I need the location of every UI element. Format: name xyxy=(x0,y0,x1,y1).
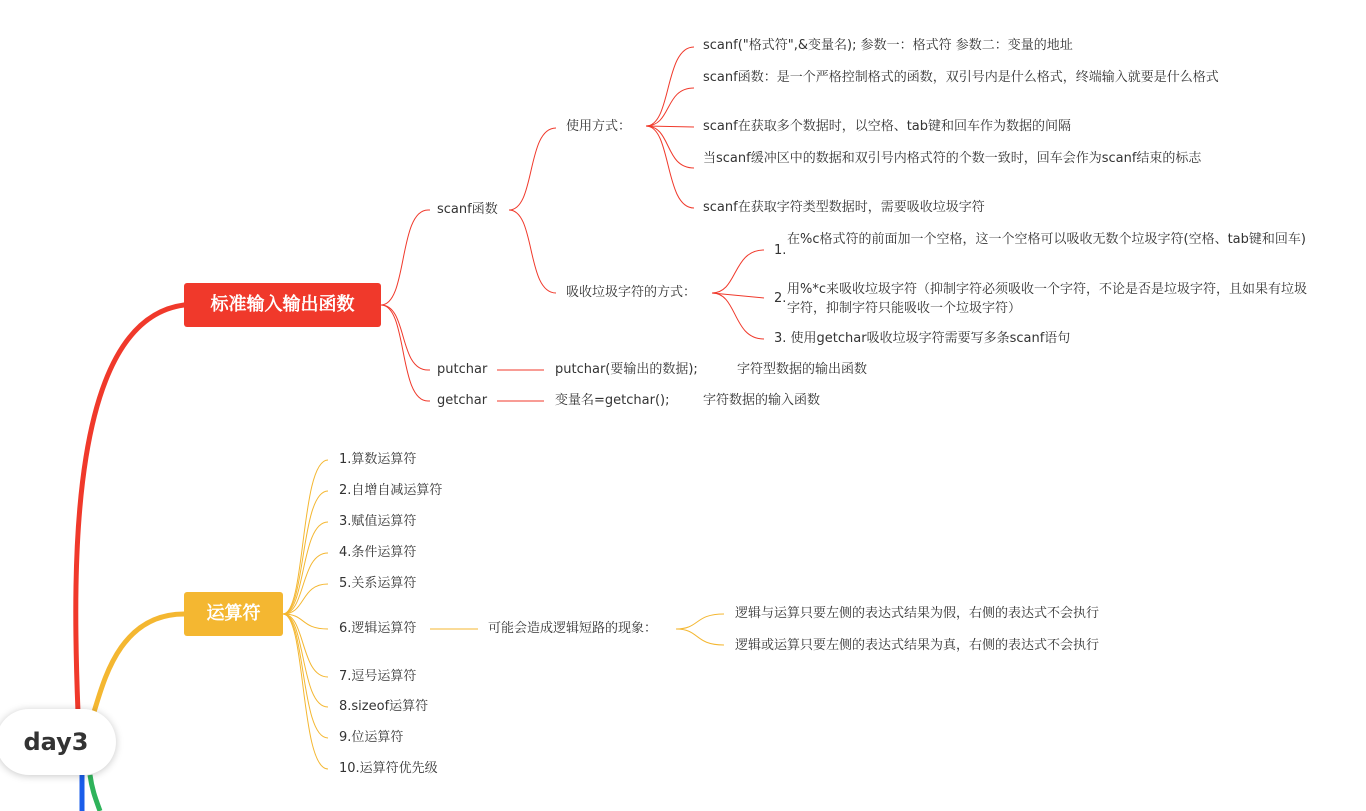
node-scanf-usage[interactable]: 使用方式： xyxy=(566,119,632,134)
node-op-2[interactable]: 2.自增自减运算符 xyxy=(339,483,443,498)
branch-red xyxy=(76,305,184,712)
garbage-item-1-number: 1. xyxy=(774,243,787,258)
node-scanf-usage-2[interactable]: scanf函数：是一个严格控制格式的函数，双引号内是什么格式，终端输入就要是什么格式 xyxy=(703,70,1219,85)
topic-operators[interactable]: 运算符 xyxy=(184,592,283,636)
node-scanf-usage-5[interactable]: scanf在获取字符类型数据时，需要吸收垃圾字符 xyxy=(703,200,985,215)
node-logic-short-circuit[interactable]: 可能会造成逻辑短路的现象： xyxy=(488,621,658,636)
node-scanf-usage-3[interactable]: scanf在获取多个数据时，以空格、tab键和回车作为数据的间隔 xyxy=(703,119,1072,134)
root-node[interactable]: day3 xyxy=(0,709,116,775)
node-op-3[interactable]: 3.赋值运算符 xyxy=(339,514,417,529)
branch-green xyxy=(90,775,100,811)
node-getchar[interactable]: getchar xyxy=(437,393,488,408)
node-putchar-desc[interactable]: 字符型数据的输出函数 xyxy=(737,362,868,377)
node-getchar-usage[interactable]: 变量名=getchar(); xyxy=(555,393,670,408)
node-scanf-usage-4[interactable]: 当scanf缓冲区中的数据和双引号内格式符的个数一致时，回车会作为scanf结束的标志 xyxy=(703,151,1202,166)
node-logic-or[interactable]: 逻辑或运算只要左侧的表达式结果为真，右侧的表达式不会执行 xyxy=(735,638,1100,653)
node-op-10[interactable]: 10.运算符优先级 xyxy=(339,761,438,776)
node-putchar-usage[interactable]: putchar(要输出的数据); xyxy=(555,362,698,377)
branch-orange xyxy=(94,614,184,712)
node-op-5[interactable]: 5.关系运算符 xyxy=(339,576,417,591)
node-op-4[interactable]: 4.条件运算符 xyxy=(339,545,417,560)
node-garbage-methods[interactable]: 吸收垃圾字符的方式： xyxy=(566,285,697,300)
node-op-1[interactable]: 1.算数运算符 xyxy=(339,452,417,467)
node-logic-and[interactable]: 逻辑与运算只要左侧的表达式结果为假，右侧的表达式不会执行 xyxy=(735,606,1100,621)
node-putchar[interactable]: putchar xyxy=(437,362,488,377)
node-op-8[interactable]: 8.sizeof运算符 xyxy=(339,699,429,714)
node-op-9[interactable]: 9.位运算符 xyxy=(339,730,404,745)
node-scanf[interactable]: scanf函数 xyxy=(437,202,498,217)
topic-io-functions[interactable]: 标准输入输出函数 xyxy=(184,283,381,327)
node-garbage-item-2[interactable]: 用%*c来吸收垃圾字符（抑制字符必须吸收一个字符，不论是否是垃圾字符，且如果有垃圾字符，抑制字符只能吸收一个垃圾字符） xyxy=(787,282,1308,316)
node-garbage-item-1[interactable]: 在%c格式符的前面加一个空格，这一个空格可以吸收无数个垃圾字符(空格、tab键和回车) xyxy=(787,232,1306,247)
node-garbage-item-3[interactable]: 3. 使用getchar吸收垃圾字符需要写多条scanf语句 xyxy=(774,331,1071,346)
node-op-6[interactable]: 6.逻辑运算符 xyxy=(339,621,417,636)
node-scanf-usage-1[interactable]: scanf("格式符",&变量名); 参数一：格式符 参数二：变量的地址 xyxy=(703,38,1073,53)
node-getchar-desc[interactable]: 字符数据的输入函数 xyxy=(703,393,821,408)
garbage-item-2-number: 2. xyxy=(774,291,787,306)
node-op-7[interactable]: 7.逗号运算符 xyxy=(339,669,417,684)
